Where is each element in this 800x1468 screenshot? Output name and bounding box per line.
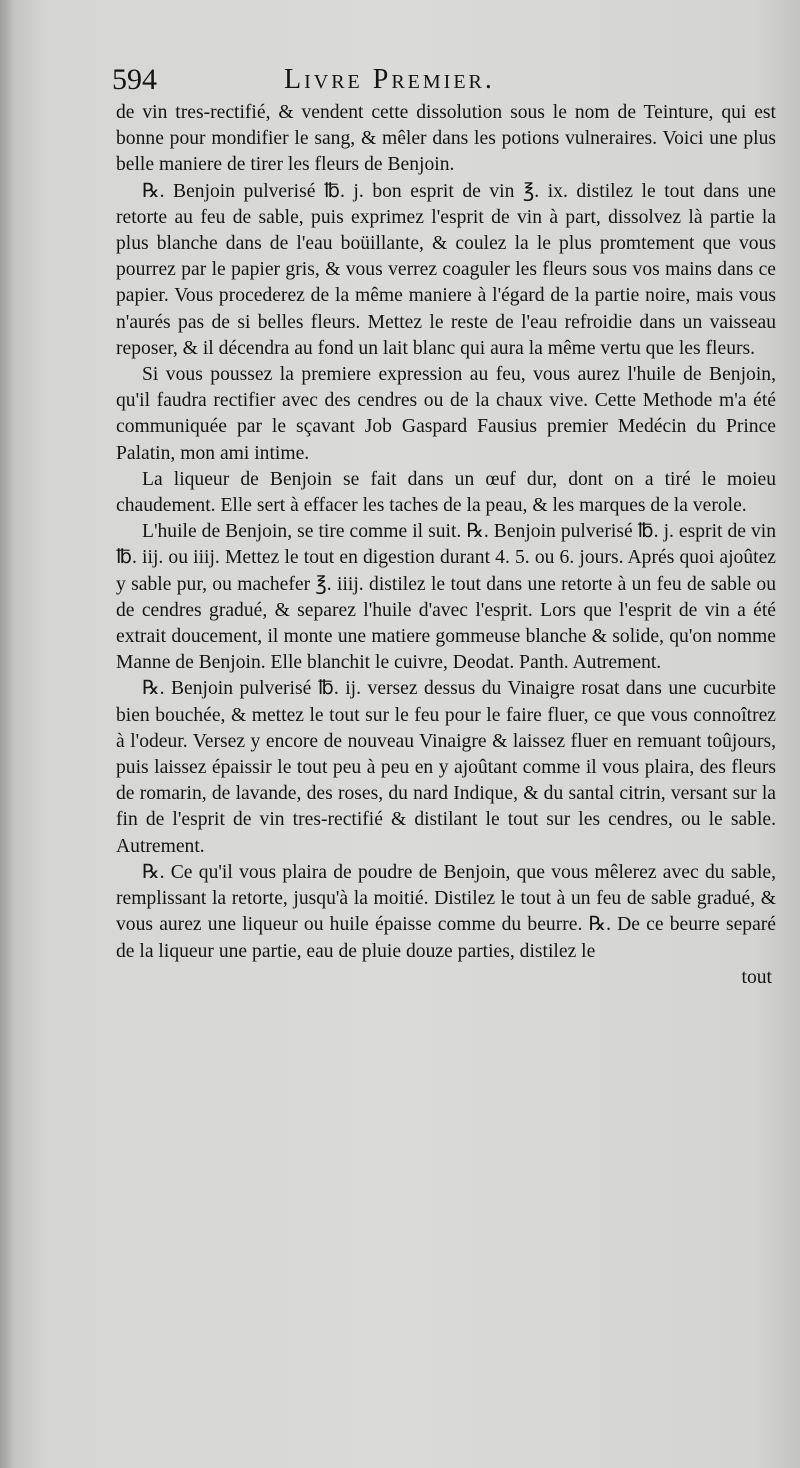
page-header (112, 60, 792, 100)
paragraph-continuation: de vin tres-rectifié, & vendent cette dissolution sous le nom de Teinture, qui est bonne pour mondifier le sang, & mêler dans les potions vulneraires. Voici une plus belle maniere de tirer les fleurs de Benjoin. (116, 102, 776, 176)
body-text (116, 100, 776, 991)
paragraph-oil-recipe: L'huile de Benjoin, se tire comme il suit. ℞. Benjoin pulverisé ℔. j. esprit de vin ℔. iij. ou iiij. Mettez le tout en digestion durant 4. 5. ou 6. jours. Aprés quoi ajoûtez y sable pur, ou machefer ℥. iiij. distilez le tout dans une retorte à un feu de sable ou de cendres gradué, & separez l'huile d'avec l'esprit. Lors que l'esprit de vin a été extrait doucement, il monte une matiere gommeuse blanche & solide, qu'on nomme Manne de Benjoin. Elle blanchit le cuivre, Deodat. Panth. Autrement. (116, 521, 776, 674)
paragraph-liqueur: La liqueur de Benjoin se fait dans un œuf dur, dont on a tiré le moieu chaudement. Elle sert à effacer les taches de la peau, & les marques de la verole. (116, 468, 776, 517)
paragraph-expression-oil: Si vous poussez la premiere expression au feu, vous aurez l'huile de Benjoin, qu'il faudra rectifier avec des cendres ou de la chaux vive. Cette Methode m'a été communiquée par le sçavant Job Gaspard Fausius premier Medécin du Prince Palatin, mon ami intime. (116, 364, 776, 464)
running-head: Livre Premier. (284, 64, 495, 95)
spine-shadow (0, 0, 14, 1468)
paragraph-vinegar-recipe: ℞. Benjoin pulverisé ℔. ij. versez dessus du Vinaigre rosat dans une cucurbite bien bouchée, & mettez le tout sur le feu pour le faire fluer, ce que vous connoîtrez à l'odeur. Versez y encore de nouveau Vinaigre & laissez fluer en remuant toûjours, puis laissez épaissir le tout peu à peu en y ajoûtant comme il vous plaira, des fleurs de romarin, de lavande, des roses, du nard Indique, & du santal citrin, versant sur la fin de l'esprit de vin tres-rectifié & distilant le tout sur les cendres, ou le sable. Autrement. (116, 678, 776, 857)
catchword: tout (741, 966, 772, 988)
paragraph-recipe-flowers: ℞. Benjoin pulverisé ℔. j. bon esprit de vin ℥. ix. distilez le tout dans une retorte au feu de sable, puis exprimez l'esprit de vin à part, dissolvez là partie la plus blanche dans de l'eau boüillante, & coulez la le plus promtement que vous pourrez par le papier gris, & vous verrez coaguler les fleurs sous vos mains dans ce papier. Vous procederez de la même maniere à l'égard de la partie noire, mais vous n'aurés pas de si belles fleurs. Mettez le reste de l'eau refroidie dans un vaisseau reposer, & il décendra au fond un lait blanc qui aura la même vertu que les fleurs. (116, 180, 776, 359)
paragraph-powder-recipe: ℞. Ce qu'il vous plaira de poudre de Benjoin, que vous mêlerez avec du sable, remplissant la retorte, jusqu'à la moitié. Distilez le tout à un feu de sable gradué, & vous aurez une liqueur ou huile épaisse comme du beurre. ℞. De ce beurre separé de la liqueur une partie, eau de pluie douze parties, distilez le (116, 861, 776, 962)
page-number: 594 (112, 63, 157, 96)
